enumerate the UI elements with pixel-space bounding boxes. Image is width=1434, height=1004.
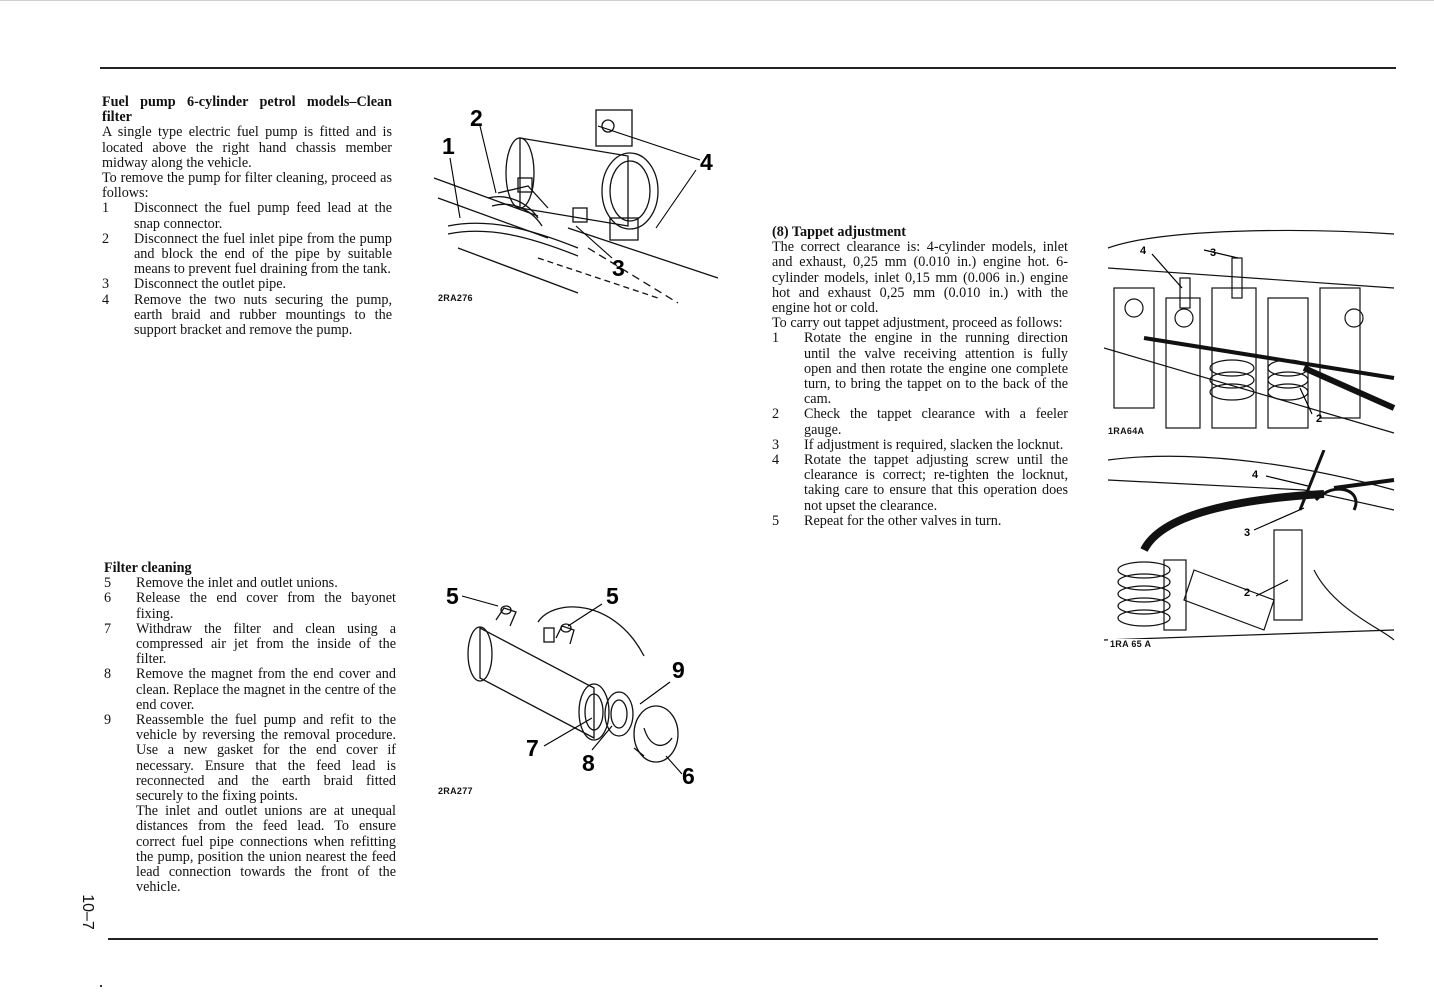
list-item [772, 331, 1068, 407]
step-number: 1 [772, 330, 780, 347]
step-text: Release the end cover from the bayonet fixing. [136, 590, 396, 622]
figure-caption: 2RA276 [438, 293, 473, 303]
top-border [0, 0, 1434, 1]
step-text: Reassemble the fuel pump and refit to the vehicle by reversing the removal procedure. Use a new gasket for the end cover if necessary. Ensure that the feed lead is reconnected and the earth braid fitted securely to the fixing points. [136, 712, 396, 805]
filter-cleaning-section [104, 561, 396, 895]
list-item [772, 453, 1068, 514]
callout-3: 3 [612, 255, 625, 281]
step-number: 7 [104, 620, 112, 637]
list-item [104, 622, 396, 668]
list-item [104, 667, 396, 713]
tappet-steps [772, 331, 1068, 529]
callout-7: 7 [526, 735, 539, 761]
tappet-section [772, 225, 1068, 529]
footer-rule [108, 938, 1378, 940]
step-text: Remove the two nuts securing the pump, earth braid and rubber mountings to the support bracket and remove the pump. [134, 291, 392, 339]
figure-caption: 1RA 65 A [1110, 639, 1152, 649]
step-text: Rotate the tappet adjusting screw until the clearance is correct; re-tighten the locknut, taking care to ensure that this operation does not upset the clearance. [804, 452, 1068, 514]
fuel-pump-section [102, 95, 392, 338]
list-item [104, 576, 396, 591]
step-number: 3 [772, 436, 780, 453]
step-number: 5 [772, 512, 780, 529]
step-text: If adjustment is required, slacken the locknut. [804, 436, 1064, 453]
callout-1: 1 [442, 133, 455, 159]
step-number: 3 [102, 276, 110, 293]
page-number: 10–7 [79, 894, 96, 930]
step-text: Remove the inlet and outlet unions. [136, 575, 338, 592]
step-number: 1 [102, 200, 110, 217]
step-number: 2 [772, 406, 780, 423]
scan-speck [100, 985, 102, 987]
refit-note: The inlet and outlet unions are at unequal distances from the feed lead. To ensure correct fuel pipe connections when refitting the pump, position the union nearest the feed lead connection towards the front of the vehicle. [136, 803, 396, 896]
list-item [772, 438, 1068, 453]
step-number: 9 [104, 712, 112, 729]
tappet-figure-2 [1104, 450, 1396, 650]
step-text: Rotate the engine in the running direction until the valve receiving attention is fully open and then rotate the engine one complete turn, to bring the tappet on to the back of the cam. [804, 330, 1068, 408]
list-item [102, 232, 392, 278]
fuel-pump-heading: Fuel pump 6-cylinder petrol models–Clean filter [102, 94, 392, 126]
callout-4: 4 [700, 149, 713, 175]
callout-8: 8 [582, 750, 595, 776]
tappet-intro-1: The correct clearance is: 4-cylinder models, inlet and exhaust, 0,25 mm (0.010 in.) engine hot. 6-cylinder models, inlet 0,15 mm (0.006 in.) engine hot and exhaust 0,25 mm (0.010 in.) with the engine hot or cold. [772, 239, 1068, 317]
list-item [102, 201, 392, 231]
step-number: 2 [102, 230, 110, 247]
step-number: 4 [102, 291, 110, 308]
step-number: 6 [104, 590, 112, 607]
figure-caption: 2RA277 [438, 786, 473, 796]
fuel-pump-intro-1: A single type electric fuel pump is fitted and is located above the right hand chassis member midway along the vehicle. [102, 124, 392, 171]
header-rule [100, 67, 1396, 69]
list-item [772, 514, 1068, 529]
callout-4: 4 [1252, 469, 1259, 481]
step-text: Disconnect the outlet pipe. [134, 276, 287, 293]
step-text: Repeat for the other valves in turn. [804, 512, 1002, 529]
list-item [104, 591, 396, 621]
filter-cleaning-heading: Filter cleaning [104, 560, 192, 576]
fuel-pump-steps [102, 201, 392, 338]
tappet-figure-1 [1104, 228, 1396, 438]
filter-cleaning-steps [104, 576, 396, 804]
step-number: 4 [772, 452, 780, 469]
callout-5: 5 [606, 583, 619, 609]
step-number: 8 [104, 666, 112, 683]
callout-5: 5 [446, 583, 459, 609]
step-text: Withdraw the filter and clean using a compressed air jet from the inside of the filter. [136, 620, 396, 668]
list-item [104, 713, 396, 804]
fuel-pump-intro-2: To remove the pump for filter cleaning, proceed as follows: [102, 170, 392, 202]
figure-caption: 1RA64A [1108, 426, 1145, 436]
callout-2: 2 [1316, 413, 1323, 425]
step-text: Disconnect the fuel pump feed lead at the snap connector. [134, 200, 392, 232]
list-item [102, 277, 392, 292]
fuel-pump-exploded-figure [444, 578, 714, 788]
tappet-intro-2: To carry out tappet adjustment, proceed as follows: [772, 315, 1063, 332]
callout-2: 2 [1244, 587, 1251, 599]
list-item [102, 293, 392, 339]
callout-3: 3 [1244, 527, 1251, 539]
callout-4: 4 [1140, 245, 1147, 257]
step-number: 5 [104, 575, 112, 592]
callout-3: 3 [1210, 247, 1217, 259]
fuel-pump-installed-figure [428, 98, 728, 310]
callout-6: 6 [682, 763, 695, 788]
tappet-heading: (8) Tappet adjustment [772, 224, 907, 240]
step-text: Remove the magnet from the end cover and clean. Replace the magnet in the centre of the end cover. [136, 666, 396, 713]
list-item [772, 407, 1068, 437]
callout-9: 9 [672, 657, 685, 683]
step-text: Check the tappet clearance with a feeler gauge. [804, 406, 1068, 438]
step-text: Disconnect the fuel inlet pipe from the pump and block the end of the pipe by suitable means to prevent fuel draining from the tank. [134, 230, 392, 278]
callout-2: 2 [470, 105, 483, 131]
